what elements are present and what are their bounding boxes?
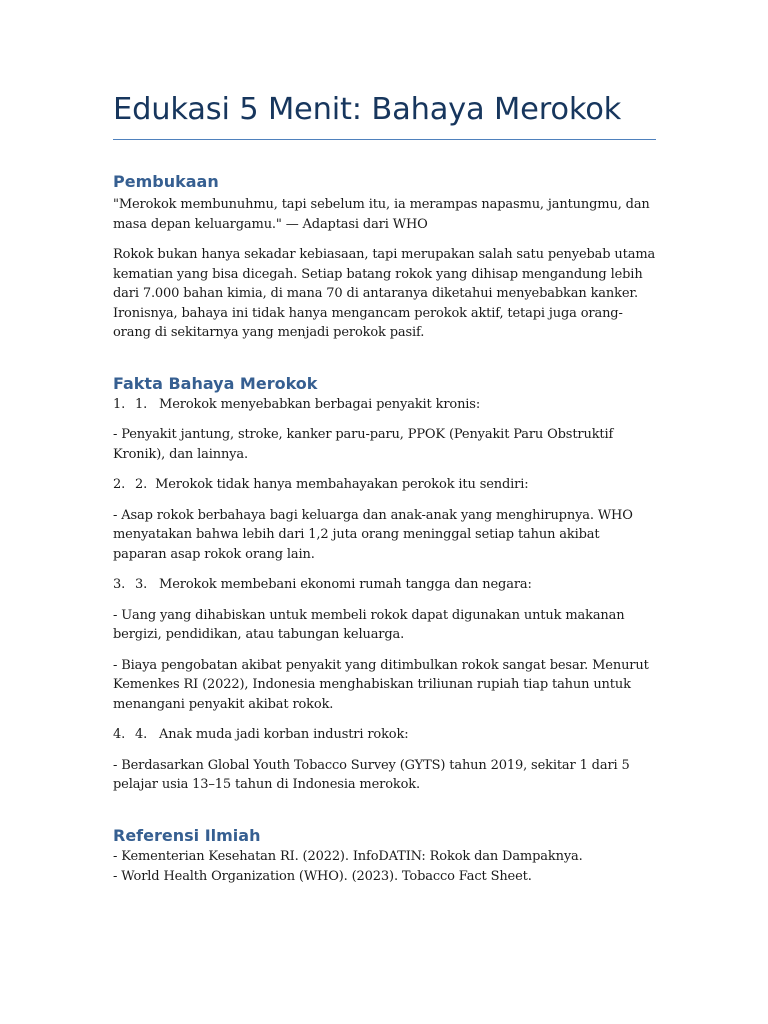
document-title: Edukasi 5 Menit: Bahaya Merokok — [113, 92, 622, 127]
fact-item-2 — [113, 475, 656, 495]
fact-item-4 — [113, 725, 656, 745]
reference-item: - Kementerian Kesehatan RI. (2022). InfoDATIN: Rokok dan Dampaknya. — [113, 848, 583, 864]
fact-number: 2. — [113, 477, 126, 492]
fact-detail: - Biaya pengobatan akibat penyakit yang ditimbulkan rokok sangat besar. Menurut Kemenkes RI (2022), Indonesia menghabiskan triliunan rupiah tiap tahun untuk menangani penyakit akibat rokok. — [113, 657, 649, 712]
section-heading-opening: Pembukaan — [113, 172, 219, 191]
fact-text: 2. Merokok tidak hanya membahayakan perokok itu sendiri: — [135, 477, 529, 492]
fact-text: 3. Merokok membebani ekonomi rumah tangga dan negara: — [135, 577, 532, 592]
fact-text: 1. Merokok menyebabkan berbagai penyakit kronis: — [135, 396, 481, 412]
references-section — [113, 825, 656, 887]
fact-text: 4. Anak muda jadi korban industri rokok: — [135, 727, 409, 742]
title-underline — [113, 139, 656, 140]
opening-paragraph: Rokok bukan hanya sekadar kebiasaan, tapi merupakan salah satu penyebab utama kematian yang bisa dicegah. Setiap batang rokok yang dihisap mengandung lebih dari 7.000 bahan kimia, di mana 70 di antaranya diketahui menyebabkan kanker. Ironisnya, bahaya ini tidak hanya mengancam perokok aktif, tetapi juga orang-orang di sekitarnya yang menjadi perokok pasif. — [113, 247, 656, 340]
document-body — [113, 171, 656, 887]
opening-quote: "Merokok membunuhmu, tapi sebelum itu, ia merampas napasmu, jantungmu, dan masa depan keluargamu." — Adaptasi dari WHO — [113, 197, 650, 232]
fact-detail: - Asap rokok berbahaya bagi keluarga dan anak-anak yang menghirupnya. WHO menyatakan bahwa lebih dari 1,2 juta orang meninggal setiap tahun akibat paparan asap rokok orang lain. — [113, 507, 633, 562]
fact-number: 4. — [113, 727, 126, 742]
reference-item: - World Health Organization (WHO). (2023). Tobacco Fact Sheet. — [113, 868, 532, 884]
section-heading-facts: Fakta Bahaya Merokok — [113, 373, 318, 393]
fact-number: 3. — [113, 577, 126, 592]
fact-item-3 — [113, 575, 656, 595]
fact-detail: - Penyakit jantung, stroke, kanker paru-paru, PPOK (Penyakit Paru Obstruktif Kronik), dan lainnya. — [113, 427, 614, 462]
fact-item-1 — [113, 395, 656, 415]
fact-number: 1. — [113, 396, 126, 412]
fact-detail: - Uang yang dihabiskan untuk membeli rokok dapat digunakan untuk makanan bergizi, pendidikan, atau tabungan keluarga. — [113, 607, 625, 642]
fact-detail: - Berdasarkan Global Youth Tobacco Survey (GYTS) tahun 2019, sekitar 1 dari 5 pelajar usia 13–15 tahun di Indonesia merokok. — [113, 757, 630, 792]
section-heading-references: Referensi Ilmiah — [113, 825, 261, 845]
